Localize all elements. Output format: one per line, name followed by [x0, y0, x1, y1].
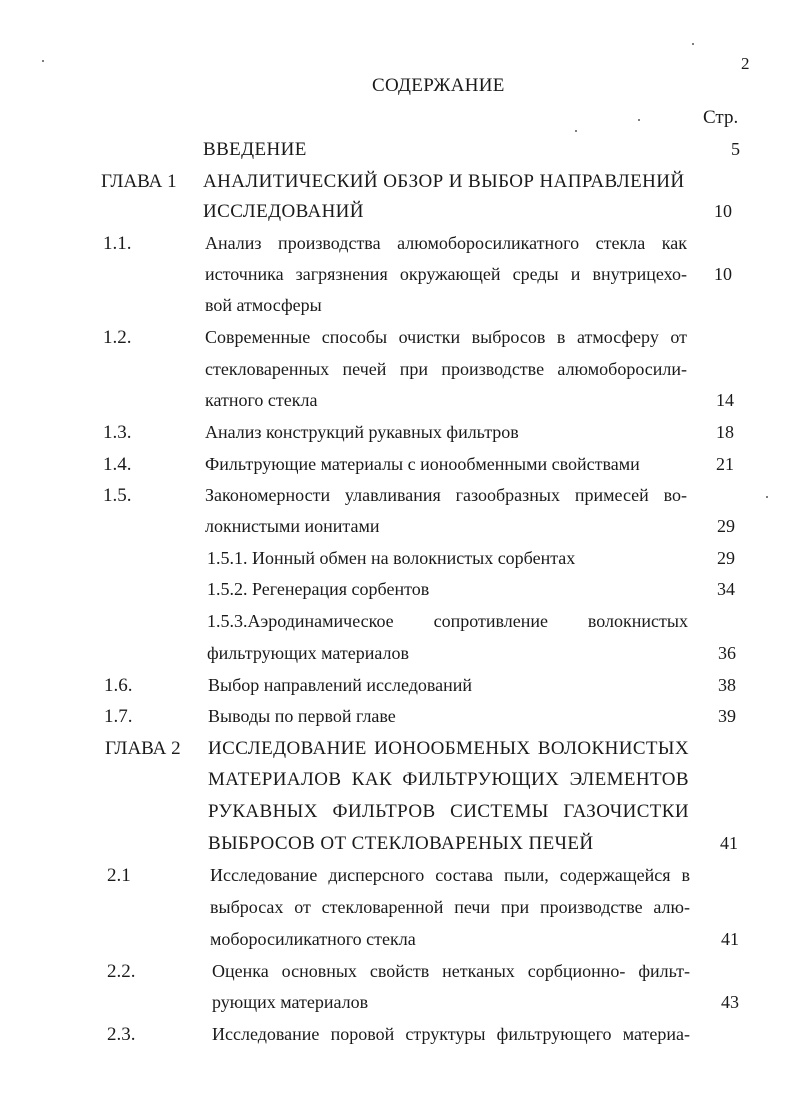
toc-section-label: 1.4.	[103, 454, 132, 475]
scan-speck	[42, 60, 44, 62]
toc-section-label: 1.1.	[103, 233, 132, 254]
toc-entry-title: ИССЛЕДОВАНИЙ	[203, 201, 364, 222]
toc-page-number: 10	[714, 201, 732, 221]
toc-entry-title: вой атмосферы	[205, 295, 322, 315]
toc-section-label: 2.3.	[107, 1024, 136, 1045]
toc-page-number: 34	[717, 579, 735, 599]
toc-entry-title: выбросах от стекловаренной печи при производстве алю-	[210, 897, 690, 917]
toc-chapter-label: ГЛАВА 1	[101, 171, 177, 192]
toc-page-number: 38	[718, 675, 736, 695]
toc-page-number: 39	[718, 706, 736, 726]
toc-page-number: 29	[717, 516, 735, 536]
toc-entry-title: ИССЛЕДОВАНИЕ ИОНООБМЕНЫХ ВОЛОКНИСТЫХ	[208, 738, 689, 759]
toc-page-number: 18	[716, 422, 734, 442]
scan-speck	[638, 119, 640, 121]
toc-entry-title: рующих материалов	[212, 992, 369, 1012]
toc-page-number: 36	[718, 643, 736, 663]
toc-entry-title: Выводы по первой главе	[208, 706, 396, 726]
toc-entry-title: 1.5.3.Аэродинамическое сопротивление волокнистых	[207, 611, 688, 631]
scan-speck	[575, 130, 577, 132]
toc-page-number: 41	[720, 833, 738, 853]
toc-page-number: 29	[717, 548, 735, 568]
toc-section-label: 2.2.	[107, 961, 136, 982]
toc-section-label: 1.3.	[103, 422, 132, 443]
toc-entry-title: моборосиликатного стекла	[210, 929, 416, 949]
page-column-header: Стр.	[703, 107, 739, 128]
toc-entry-title: локнистыми ионитами	[205, 516, 380, 536]
page-number: 2	[741, 54, 750, 73]
toc-entry-title: АНАЛИТИЧЕСКИЙ ОБЗОР И ВЫБОР НАПРАВЛЕНИЙ	[203, 171, 685, 192]
scan-speck	[766, 496, 768, 498]
toc-page-number: 21	[716, 454, 734, 474]
toc-entry-title: ВВЕДЕНИЕ	[203, 139, 307, 160]
toc-entry-title: Исследование дисперсного состава пыли, содержащейся в	[210, 865, 690, 885]
toc-entry-title: МАТЕРИАЛОВ КАК ФИЛЬТРУЮЩИХ ЭЛЕМЕНТОВ	[208, 769, 689, 790]
toc-entry-title: стекловаренных печей при производстве алюмоборосили-	[205, 359, 687, 379]
toc-page-number: 14	[716, 390, 734, 410]
page-title: СОДЕРЖАНИЕ	[372, 75, 505, 96]
toc-entry-title: Современные способы очистки выбросов в атмосферу от	[205, 327, 687, 347]
toc-entry-title: источника загрязнения окружающей среды и внутрицехо-	[205, 264, 687, 284]
toc-section-label: 1.6.	[104, 675, 133, 696]
toc-entry-title: РУКАВНЫХ ФИЛЬТРОВ СИСТЕМЫ ГАЗОЧИСТКИ	[208, 801, 689, 822]
scan-speck	[692, 43, 694, 45]
toc-page-number: 5	[731, 139, 740, 159]
toc-entry-title: катного стекла	[205, 390, 318, 410]
toc-entry-title: Оценка основных свойств нетканых сорбционно- фильт-	[212, 961, 690, 981]
toc-section-label: 2.1	[107, 865, 131, 886]
toc-entry-title: Выбор направлений исследований	[208, 675, 473, 695]
toc-entry-title: Анализ производства алюмоборосиликатного стекла как	[205, 233, 687, 253]
toc-entry-title: 1.5.1. Ионный обмен на волокнистых сорбентах	[207, 548, 576, 568]
toc-section-label: 1.5.	[103, 485, 132, 506]
toc-entry-title: Фильтрующие материалы с ионообменными свойствами	[205, 454, 640, 474]
toc-entry-title: ВЫБРОСОВ ОТ СТЕКЛОВАРЕНЫХ ПЕЧЕЙ	[208, 833, 594, 854]
toc-page-number: 41	[721, 929, 739, 949]
toc-entry-title: 1.5.2. Регенерация сорбентов	[207, 579, 430, 599]
toc-page-number: 10	[714, 264, 732, 284]
toc-entry-title: Закономерности улавливания газообразных примесей во-	[205, 485, 687, 505]
toc-section-label: 1.7.	[104, 706, 133, 727]
toc-entry-title: фильтрующих материалов	[207, 643, 409, 663]
toc-entry-title: Исследование поровой структуры фильтрующего материа-	[212, 1024, 690, 1044]
toc-entry-title: Анализ конструкций рукавных фильтров	[205, 422, 519, 442]
toc-page-number: 43	[721, 992, 739, 1012]
toc-chapter-label: ГЛАВА 2	[105, 738, 181, 759]
toc-section-label: 1.2.	[103, 327, 132, 348]
